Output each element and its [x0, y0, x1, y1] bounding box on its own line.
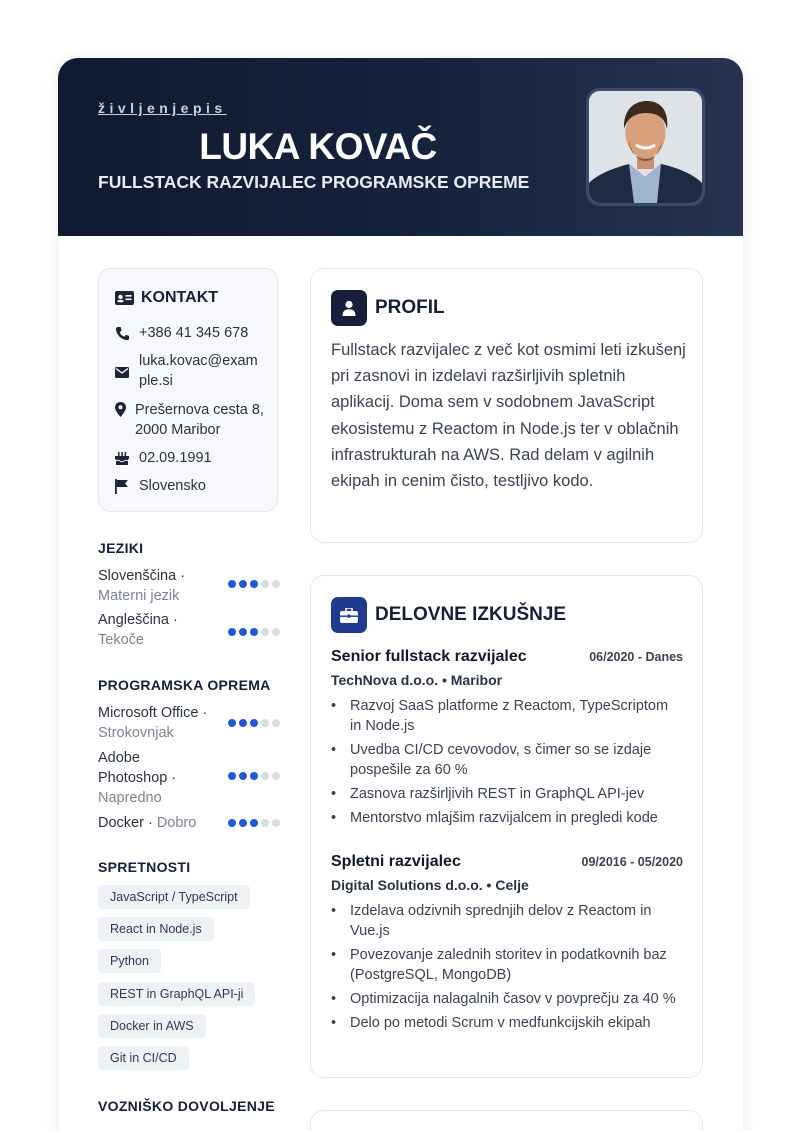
phone-icon: [115, 326, 130, 341]
address-value: Prešernova cesta 8, 2000 Maribor: [135, 402, 264, 438]
rating-dot-filled: [228, 628, 236, 636]
contact-birthdate: [115, 448, 263, 471]
skill-tag: React in Node.js: [98, 917, 214, 941]
person-name: LUKA KOVAČ: [199, 126, 437, 167]
software-item: Docker · Dobro: [98, 813, 280, 833]
rating-dot-filled: [239, 772, 247, 780]
skill-tag: JavaScript / TypeScript: [98, 885, 250, 909]
job-company: TechNova d.o.o. • Maribor: [331, 672, 503, 688]
rating-dot-filled: [228, 772, 236, 780]
rating-dot-empty: [261, 819, 269, 827]
language-level: Materni jezik: [98, 588, 180, 604]
job-date: 06/2020 - Danes: [589, 650, 683, 664]
skill-tag: Git in CI/CD: [98, 1046, 189, 1070]
job-bullets: [331, 696, 683, 828]
software-title: PROGRAMSKA OPREMA: [98, 677, 271, 693]
job-date: 09/2016 - 05/2020: [581, 855, 683, 869]
languages-title: JEZIKI: [98, 540, 144, 556]
rating-dot-filled: [228, 719, 236, 727]
rating-dot-empty: [261, 628, 269, 636]
software-name: Adobe Photoshop: [98, 750, 168, 786]
language-name: Angleščina: [98, 612, 169, 628]
software-rating: [228, 819, 280, 827]
person-portrait-icon: [589, 91, 702, 203]
language-rating: [228, 628, 280, 636]
software-name: Docker: [98, 815, 144, 831]
profile-text: Fullstack razvijalec z več kot osmimi leti izkušenj pri zasnovi in izdelavi razširljivih spletnih aplikacij. Doma sem v sodobnem JavaScript ekosistemu z Reactom in Node.js ter v oblačnih infrastrukturah na AWS. Rad delam v agilnih ekipah in cenim čisto, testljivo kodo.: [331, 341, 686, 491]
job-bullet: • Zasnova razširljivih REST in GraphQL API-jev: [331, 784, 683, 804]
rating-dot-empty: [261, 719, 269, 727]
experience-title: DELOVNE IZKUŠNJE: [375, 604, 567, 625]
job-role: FULLSTACK RAZVIJALEC PROGRAMSKE OPREME: [98, 172, 530, 192]
software-name: Microsoft Office: [98, 705, 199, 721]
language-item: Slovenščina · Materni jezik: [98, 566, 280, 606]
email-value[interactable]: luka.kovac@example.si: [139, 353, 258, 389]
resume-header: [58, 58, 743, 236]
job-bullet: • Optimizacija nalagalnih časov v povprečju za 40 %: [331, 989, 683, 1009]
rating-dot-empty: [272, 580, 280, 588]
rating-dot-filled: [239, 580, 247, 588]
job-title: Spletni razvijalec: [331, 853, 461, 870]
phone-value: +386 41 345 678: [139, 325, 249, 341]
briefcase-icon: [331, 597, 367, 633]
rating-dot-empty: [261, 580, 269, 588]
language-item: Angleščina · Tekoče: [98, 610, 280, 650]
rating-dot-filled: [239, 819, 247, 827]
job-bullet: • Mentorstvo mlajšim razvijalcem in pregledi kode: [331, 808, 683, 828]
document-label: življenjepis: [98, 100, 227, 116]
contact-title-label: KONTAKT: [141, 289, 219, 306]
nationality-value: Slovensko: [139, 478, 206, 494]
job-bullet: • Delo po metodi Scrum v medfunkcijskih ekipah: [331, 1013, 683, 1033]
software-rating: [228, 719, 280, 727]
skill-tag: Python: [98, 949, 161, 973]
contact-email: [115, 351, 265, 391]
rating-dot-empty: [261, 772, 269, 780]
software-rating: [228, 772, 280, 780]
language-level: Tekoče: [98, 632, 144, 648]
rating-dot-filled: [250, 719, 258, 727]
map-pin-icon: [115, 402, 126, 417]
rating-dot-empty: [272, 719, 280, 727]
profile-heading: [331, 290, 445, 326]
software-item: Adobe Photoshop · Napredno: [98, 748, 280, 808]
rating-dot-empty: [272, 628, 280, 636]
profile-photo: [586, 88, 705, 206]
job-bullet: • Uvedba CI/CD cevovodov, s čimer so se izdaje pospešile za 60 %: [331, 740, 683, 780]
contact-phone: [115, 323, 263, 347]
experience-panel: [310, 575, 703, 1078]
rating-dot-filled: [250, 580, 258, 588]
software-level: Dobro: [156, 815, 197, 831]
job-company: Digital Solutions d.o.o. • Celje: [331, 877, 529, 893]
language-name: Slovenščina: [98, 568, 177, 584]
rating-dot-filled: [250, 772, 258, 780]
rating-dot-filled: [228, 580, 236, 588]
flag-icon: [115, 479, 129, 494]
contact-box: [98, 268, 278, 512]
rating-dot-filled: [250, 628, 258, 636]
contact-address: [115, 400, 265, 440]
rating-dot-empty: [272, 819, 280, 827]
software-item: Microsoft Office · Strokovnjak: [98, 703, 280, 743]
job-bullet: • Razvoj SaaS platforme z Reactom, TypeScriptom in Node.js: [331, 696, 683, 736]
software-level: Strokovnjak: [98, 725, 174, 741]
user-icon: [331, 290, 367, 326]
skill-tag: REST in GraphQL API-ji: [98, 982, 255, 1006]
job-entry: [331, 648, 683, 832]
rating-dot-filled: [239, 628, 247, 636]
profile-panel: [310, 268, 703, 543]
resume-card: [58, 58, 743, 1131]
job-bullet: • Izdelava odzivnih sprednjih delov z Reactom in Vue.js: [331, 901, 683, 941]
job-bullets: [331, 901, 683, 1033]
id-card-icon: [115, 291, 134, 305]
language-rating: [228, 580, 280, 588]
skills-title: SPRETNOSTI: [98, 859, 191, 875]
next-section-panel: [310, 1110, 703, 1131]
contact-nationality: [115, 476, 263, 500]
rating-dot-empty: [272, 772, 280, 780]
job-bullet: • Povezovanje zalednih storitev in podatkovnih baz (PostgreSQL, MongoDB): [331, 945, 683, 985]
rating-dot-filled: [239, 719, 247, 727]
software-level: Napredno: [98, 790, 162, 806]
experience-heading: [331, 597, 566, 633]
rating-dot-filled: [228, 819, 236, 827]
contact-title: [115, 289, 218, 307]
birthdate-value: 02.09.1991: [139, 450, 212, 466]
license-title: VOZNIŠKO DOVOLJENJE: [98, 1098, 275, 1114]
job-entry: [331, 853, 683, 1037]
skill-tag: Docker in AWS: [98, 1014, 206, 1038]
sidebar: [98, 268, 278, 1114]
job-title: Senior fullstack razvijalec: [331, 648, 527, 665]
envelope-icon: [115, 367, 129, 378]
birthday-cake-icon: [115, 451, 129, 465]
rating-dot-filled: [250, 819, 258, 827]
profile-title: PROFIL: [375, 297, 445, 318]
